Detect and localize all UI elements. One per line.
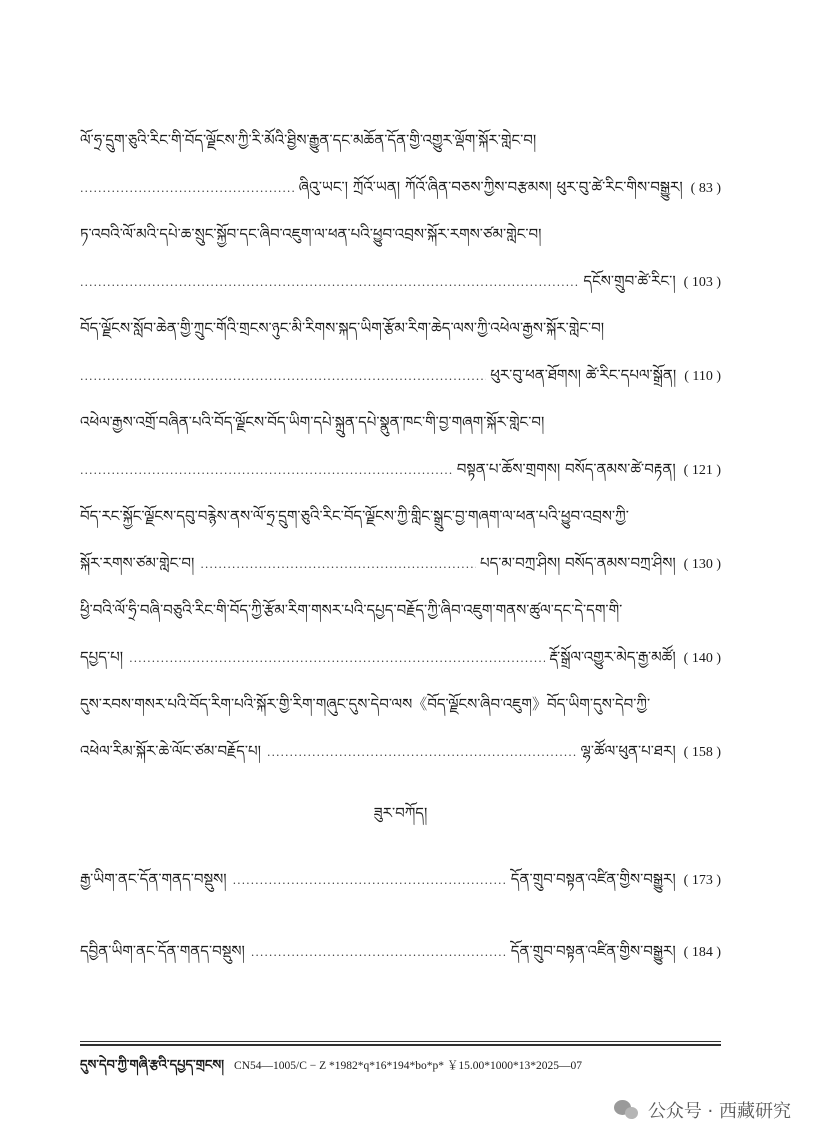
watermark (614, 1097, 791, 1123)
footer-divider (80, 1041, 721, 1042)
entry-line (80, 534, 721, 592)
entry-line (80, 346, 721, 404)
entry-author: ཞིའུ་ཡང་། ཀྲོའོ་ཡན། ཀོའོ་ཞིན་བཅས་ཀྱིས་བརྩམས། ཕུར་བུ་ཚེ་རིང་གིས་བསྒྱུར། (298, 178, 683, 196)
toc-entry[interactable] (80, 686, 721, 780)
publication-info-label: དུས་དེབ་ཀྱི་གཞི་རྩའི་དཔྱད་གྲངས། (80, 1058, 225, 1073)
entry-line (80, 252, 721, 310)
toc-entry[interactable] (80, 310, 721, 404)
entry-page: ( 130 ) (683, 557, 721, 572)
entry-title: རྒྱ་ཡིག་ནང་དོན་གནད་བསྡུས། (80, 870, 227, 888)
entry-author: ལྷ་ཚོལ་ཕུན་པ་ཐར། (580, 742, 676, 760)
entry-page: ( 121 ) (683, 463, 721, 478)
entry-author: དོན་གྲུབ་བསྟན་འཛིན་གྱིས་བསྒྱུར། (510, 870, 676, 888)
wechat-icon (614, 1099, 640, 1121)
entry-page: ( 173 ) (683, 873, 721, 888)
dot-leader (200, 536, 476, 594)
entry-page: ( 184 ) (683, 945, 721, 960)
entry-title: ལོ་ཧྲ་དྲུག་ཅུའི་རིང་གི་བོད་ལྗོངས་ཀྱི་རི་མོའི་ཐྱིས་རྒྱུན་དང་མཆོན་དོན་གྱི་འགྱུར་ལྡོག་སྐོར་གླེང་བ། (80, 131, 537, 149)
footer-divider (80, 1044, 721, 1046)
watermark-text: 公众号 · 西藏研究 (647, 1101, 791, 1122)
entry-line (80, 722, 721, 780)
entry-author: དོན་གྲུབ་བསྟན་འཛིན་གྱིས་བསྒྱུར། (510, 942, 676, 960)
entry-line (80, 158, 721, 216)
entry-title: དབྱིན་ཡིག་ནང་དོན་གནད་བསྡུས། (80, 942, 245, 960)
dot-leader (267, 724, 577, 782)
appendix-entry[interactable] (80, 850, 721, 908)
dot-leader (129, 630, 545, 688)
publication-code: CN54—1005/C − Z *1982*q*16*194*bo*p* ￥15.00*1000*13*2025—07 (234, 1060, 583, 1072)
toc-entry[interactable] (80, 122, 721, 216)
entry-title-continued: འཕེལ་རིམ་སྐོར་ཆེ་ལོང་ཙམ་བརྗོད་པ། (80, 742, 261, 760)
dot-leader (80, 348, 486, 406)
dot-leader (233, 852, 507, 910)
table-of-contents (80, 122, 721, 994)
entry-title: འཕེལ་རྒྱས་འགྲོ་བཞིན་པའི་བོད་ལྗོངས་བོད་ཡིག་དཔེ་སྐྲུན་དཔེ་སྣུན་ཁང་གི་བྱ་གཞག་སྐོར་གླེང་བ། (80, 413, 545, 431)
entry-page: ( 103 ) (683, 275, 721, 290)
entry-author: བསྟན་པ་ཆོས་གྲགས། བསོད་ནམས་ཚེ་བརྟན། (456, 460, 676, 478)
entry-page: ( 83 ) (690, 181, 721, 196)
entry-title: བོད་ལྗོངས་སློབ་ཆེན་གྱི་ཀྲུང་གོའི་གྲངས་ཉུང་མི་རིགས་སྐད་ཡིག་རྩོམ་རིག་ཆེད་ལས་ཀྱི་འཕེལ་རྒྱས་སྐོར་གླེང་བ། (80, 319, 605, 337)
toc-entry[interactable] (80, 592, 721, 686)
entry-page: ( 110 ) (684, 369, 721, 384)
toc-entry[interactable] (80, 498, 721, 592)
entry-page: ( 158 ) (683, 745, 721, 760)
entry-page: ( 140 ) (683, 651, 721, 666)
entry-title: བོད་རང་སྐྱོང་ལྗོངས་དབུ་བརྙེས་ནས་ལོ་ཧྲ་དྲུག་ཅུའི་རིང་བོད་ལྗོངས་ཀྱི་གླིང་སྒྲུང་བྱ་གཞག་ལ་ཕན་པའི་ཕྱུབ་འབྲས་ཀྱི་ (80, 507, 629, 525)
appendix-heading: ཟུར་བཀོད། (373, 804, 428, 822)
dot-leader (80, 254, 579, 312)
dot-leader (80, 442, 453, 500)
entry-author: པད་མ་བཀྲ་ཤིས། བསོད་ནམས་བཀྲ་ཤིས། (479, 554, 676, 572)
entry-title: ཕྱི་བའི་ལོ་ཧྲི་བཞི་བཅུའི་རིང་གི་བོད་ཀྱི་རྩོམ་རིག་གསར་པའི་དཔྱད་བརྗོད་ཀྱི་ཞིབ་འཇུག་གནས་ཚུལ་དང་དེ་དག་གི་ (80, 601, 623, 619)
entry-title: ཏ་འབའི་ལོ་མའི་དཔེ་ཆ་སྲུང་སྐྱོབ་དང་ཞིབ་འཇུག་ལ་ཕན་པའི་ཕྱུབ་འབྲས་སྐོར་རགས་ཙམ་གླེང་བ། (80, 225, 542, 243)
dot-leader (80, 160, 295, 218)
entry-author: དངོས་གྲུབ་ཚེ་རིང་། (583, 272, 676, 290)
entry-line (80, 440, 721, 498)
entry-title-continued: སྐོར་རགས་ཙམ་གླེང་བ། (80, 554, 195, 572)
toc-entry[interactable] (80, 404, 721, 498)
entry-author: ཕུར་བུ་ཕན་ཐོགས། ཚེ་རིང་དཔལ་སྒྲོན། (490, 366, 677, 384)
toc-entry[interactable] (80, 216, 721, 310)
dot-leader (251, 924, 507, 982)
entry-line (80, 628, 721, 686)
entry-author: རྡོ་སྒྲོལ་འགྱུར་མེད་རྒྱ་མཚོ། (549, 648, 676, 666)
entry-title: དུས་རབས་གསར་པའི་བོད་རིག་པའི་སྐོར་གྱི་རིག་གཞུང་དུས་དེབ་ལས《བོད་ལྗོངས་ཞིབ་འཇུག》བོད་ཡིག་དུས་དེབ་ཀྱི་ (80, 695, 651, 713)
entry-title-continued: དཔྱད་པ། (80, 648, 124, 666)
appendix-entry[interactable] (80, 922, 721, 980)
publication-info (80, 1050, 721, 1087)
